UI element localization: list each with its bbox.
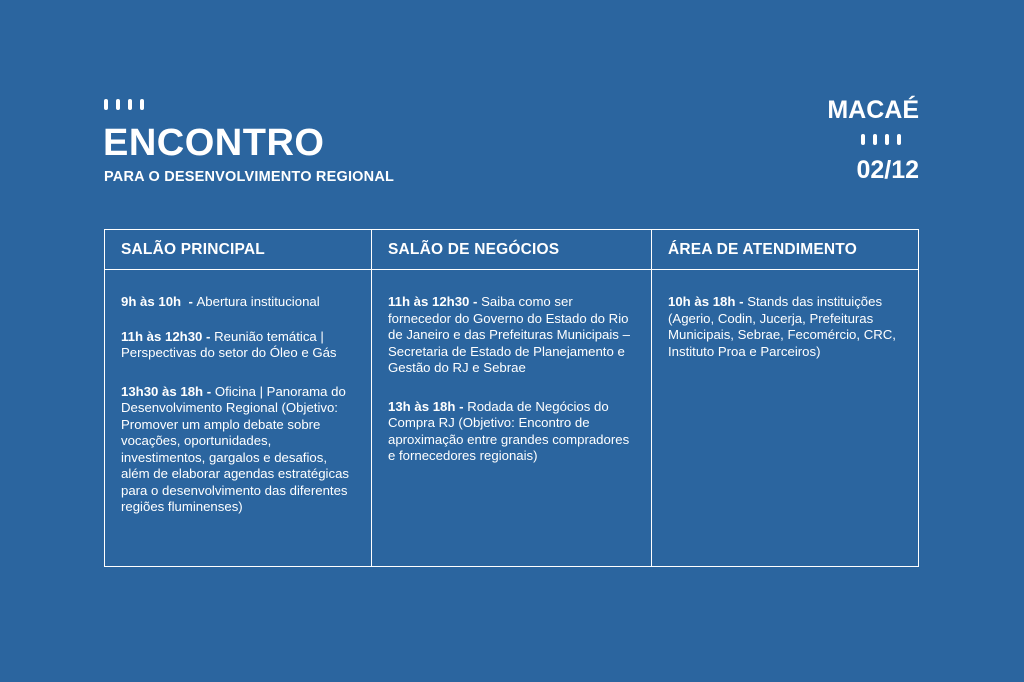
column-body [105, 270, 372, 566]
column-heading: SALÃO PRINCIPAL [105, 230, 372, 270]
entry-separator: - [202, 328, 215, 344]
schedule-entry [121, 294, 357, 311]
event-date: 02/12 [856, 156, 919, 184]
entry-text: Stands das instituições (Agerio, Codin, Jucerja, Prefeituras Municipais, Sebrae, Fecomércio, CRC, Instituto Proa e Parceiros) [668, 294, 896, 359]
entry-time: 9h às 10h [121, 294, 182, 309]
schedule-table [104, 229, 919, 567]
column-heading: SALÃO DE NEGÓCIOS [372, 230, 652, 270]
entry-separator: - [469, 294, 482, 309]
entry-time: 13h30 às 18h [121, 383, 204, 399]
entry-separator: - [181, 294, 197, 309]
column-body [372, 270, 652, 566]
entry-text: Saiba como ser fornecedor do Governo do Estado do Rio de Janeiro e das Prefeituras Municipais – Secretaria de Estado de Planejamento e Gestão do RJ e Sebrae [388, 294, 630, 375]
column-body [652, 270, 918, 566]
entry-time: 11h às 12h30 [121, 328, 203, 344]
entry-separator: - [455, 398, 468, 414]
entry-text: Abertura institucional [196, 294, 320, 309]
schedule-entry [121, 329, 357, 362]
entry-time: 10h às 18h [668, 294, 736, 309]
decorative-dashes [861, 134, 901, 145]
schedule-entry [668, 294, 904, 360]
entry-text: Oficina | Panorama do Desenvolvimento Regional (Objetivo: Promover um amplo debate sobre vocações, oportunidades, investimentos, gargalos e desafios, além de elaborar agendas estratégicas para o desenvolvimento das diferentes regiões fluminenses) [121, 383, 349, 514]
schedule-entry [388, 294, 637, 377]
entry-time: 11h às 12h30 [388, 294, 470, 309]
event-city: MACAÉ [827, 96, 919, 124]
entry-separator: - [735, 294, 748, 309]
entry-time: 13h às 18h [388, 398, 456, 414]
decorative-dashes [104, 99, 144, 110]
entry-text: Rodada de Negócios do Compra RJ (Objetivo: Encontro de aproximação entre grandes compradores e fornecedores regionais) [388, 398, 630, 463]
schedule-entry [388, 399, 637, 465]
entry-separator: - [203, 383, 215, 399]
entry-text: Reunião temática | Perspectivas do setor do Óleo e Gás [121, 328, 337, 360]
event-subtitle: PARA O DESENVOLVIMENTO REGIONAL [104, 169, 395, 185]
column-heading: ÁREA DE ATENDIMENTO [652, 230, 918, 270]
schedule-entry [121, 384, 357, 516]
event-title: ENCONTRO [103, 122, 325, 164]
